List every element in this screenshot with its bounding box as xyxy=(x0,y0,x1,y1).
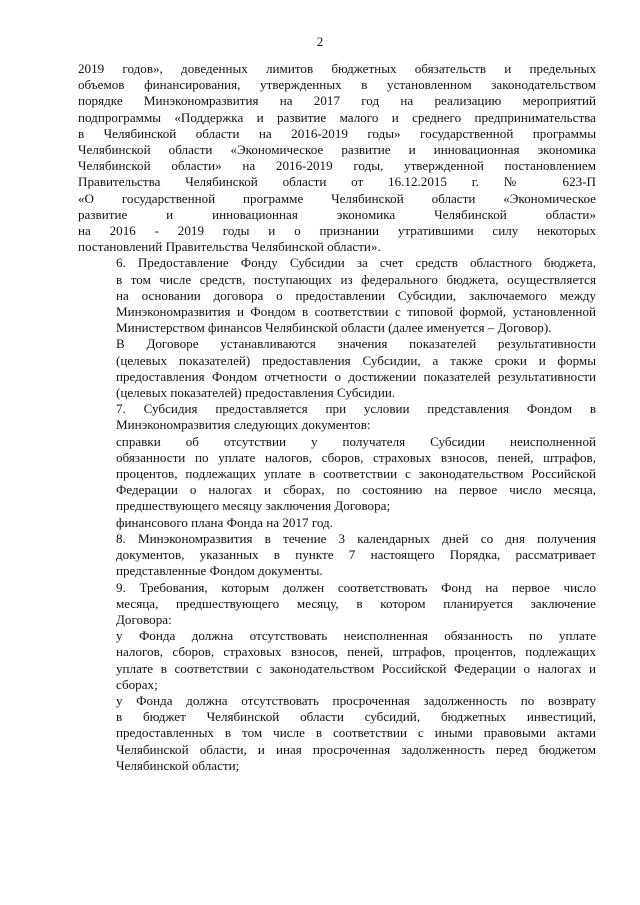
paragraph xyxy=(78,401,596,433)
text-line: Челябинской области; xyxy=(116,757,240,773)
text-line: объемов финансирования, утвержденных в установленном законодательством xyxy=(78,77,596,93)
text-line: справки об отсутствии у получателя Субсидии неисполненной xyxy=(116,433,596,449)
text-line: Министерством финансов Челябинской области (далее именуется – Договор). xyxy=(116,320,552,336)
text-line: месяца, предшествующего месяцу, в котором планируется заключение xyxy=(116,595,596,611)
text-line: налогов, сборов, страховых взносов, пеней, штрафов, процентов, подлежащих xyxy=(116,644,596,660)
paragraph xyxy=(78,255,596,336)
text-line: предоставленных в том числе в соответствии с иными правовыми актами xyxy=(116,725,596,741)
text-line: подпрограммы «Поддержка и развитие малого и среднего предпринимательства xyxy=(78,109,596,125)
paragraph xyxy=(78,531,596,580)
document-body xyxy=(78,61,596,774)
text-line: сборах; xyxy=(116,676,158,692)
text-line: предоставления Фондом отчетности о достижении показателей результативности xyxy=(116,368,596,384)
text-line: в бюджет Челябинской области субсидий, бюджетных инвестиций, xyxy=(116,709,596,725)
paragraph xyxy=(78,628,596,693)
text-line: уплате в соответствии с законодательством Российской Федерации о налогах и xyxy=(116,660,596,676)
text-line: 2019 годов», доведенных лимитов бюджетных обязательств и предельных xyxy=(78,61,596,76)
text-line: 6. Предоставление Фонду Субсидии за счет средств областного бюджета, xyxy=(116,255,596,271)
text-line: в том числе средств, поступающих из федерального бюджета, осуществляется xyxy=(116,271,596,287)
text-line: обязанности по уплате налогов, сборов, страховых взносов, пеней, штрафов, xyxy=(116,449,596,465)
text-line: Челябинской области» на 2016-2019 годы, утвержденной постановлением xyxy=(78,158,596,174)
text-line: Челябинской области «Экономическое развитие и инновационная экономика xyxy=(78,142,596,158)
text-line: Минэкономразвития и Фондом в соответствии с типовой формой, установленной xyxy=(116,304,596,320)
text-line: процентов, подлежащих уплате в соответствии с законодательством Российской xyxy=(116,466,596,482)
paragraph xyxy=(78,693,596,774)
paragraph xyxy=(78,434,596,515)
text-line: в Челябинской области на 2016-2019 годы» государственной программы xyxy=(78,125,596,141)
text-line: у Фонда должна отсутствовать неисполненная обязанность по уплате xyxy=(116,628,596,644)
text-line: порядке Минэкономразвития на 2017 год на реализацию мероприятий xyxy=(78,93,596,109)
text-line: В Договоре устанавливаются значения показателей результативности xyxy=(116,336,596,352)
text-line: документов, указанных в пункте 7 настоящего Порядка, рассматривает xyxy=(116,547,596,563)
paragraph xyxy=(78,336,596,401)
text-line: 9. Требования, которым должен соответствовать Фонд на первое число xyxy=(116,579,596,595)
text-line: Челябинской области, и иная просроченная задолженность перед бюджетом xyxy=(116,741,596,757)
text-line: Минэкономразвития следующих документов: xyxy=(116,417,371,433)
text-line: представленные Фондом документы. xyxy=(116,563,323,579)
text-line: (целевых показателей) предоставления Субсидии. xyxy=(116,385,396,401)
text-line: (целевых показателей) предоставления Субсидии, а также сроки и формы xyxy=(116,352,596,368)
text-line: 7. Субсидия предоставляется при условии представления Фондом в xyxy=(116,401,596,417)
text-line: Правительства Челябинской области от 16.12.2015 г. № 623-П xyxy=(78,174,596,190)
text-line: предшествующего месяцу заключения Договора; xyxy=(116,498,391,514)
text-line: «О государственной программе Челябинской области «Экономическое xyxy=(78,190,596,206)
text-line: постановлений Правительства Челябинской области». xyxy=(78,239,381,255)
paragraph xyxy=(78,580,596,629)
text-line: Федерации о налогах и сборах, по состоянию на первое число месяца, xyxy=(116,482,596,498)
text-line: 8. Минэкономразвития в течение 3 календарных дней со дня получения xyxy=(116,530,596,546)
text-line: развитие и инновационная экономика Челябинской области» xyxy=(78,206,596,222)
paragraph xyxy=(78,61,596,255)
text-line: на основании договора о предоставлении Субсидии, заключаемого между xyxy=(116,287,596,303)
text-line: на 2016 - 2019 годы и о признании утратившими силу некоторых xyxy=(78,223,596,239)
page-number: 2 xyxy=(316,34,324,49)
text-line: финансового плана Фонда на 2017 год. xyxy=(116,514,333,530)
text-line: у Фонда должна отсутствовать просроченная задолженность по возврату xyxy=(116,692,596,708)
text-line: Договора: xyxy=(116,611,172,627)
paragraph xyxy=(78,515,596,531)
